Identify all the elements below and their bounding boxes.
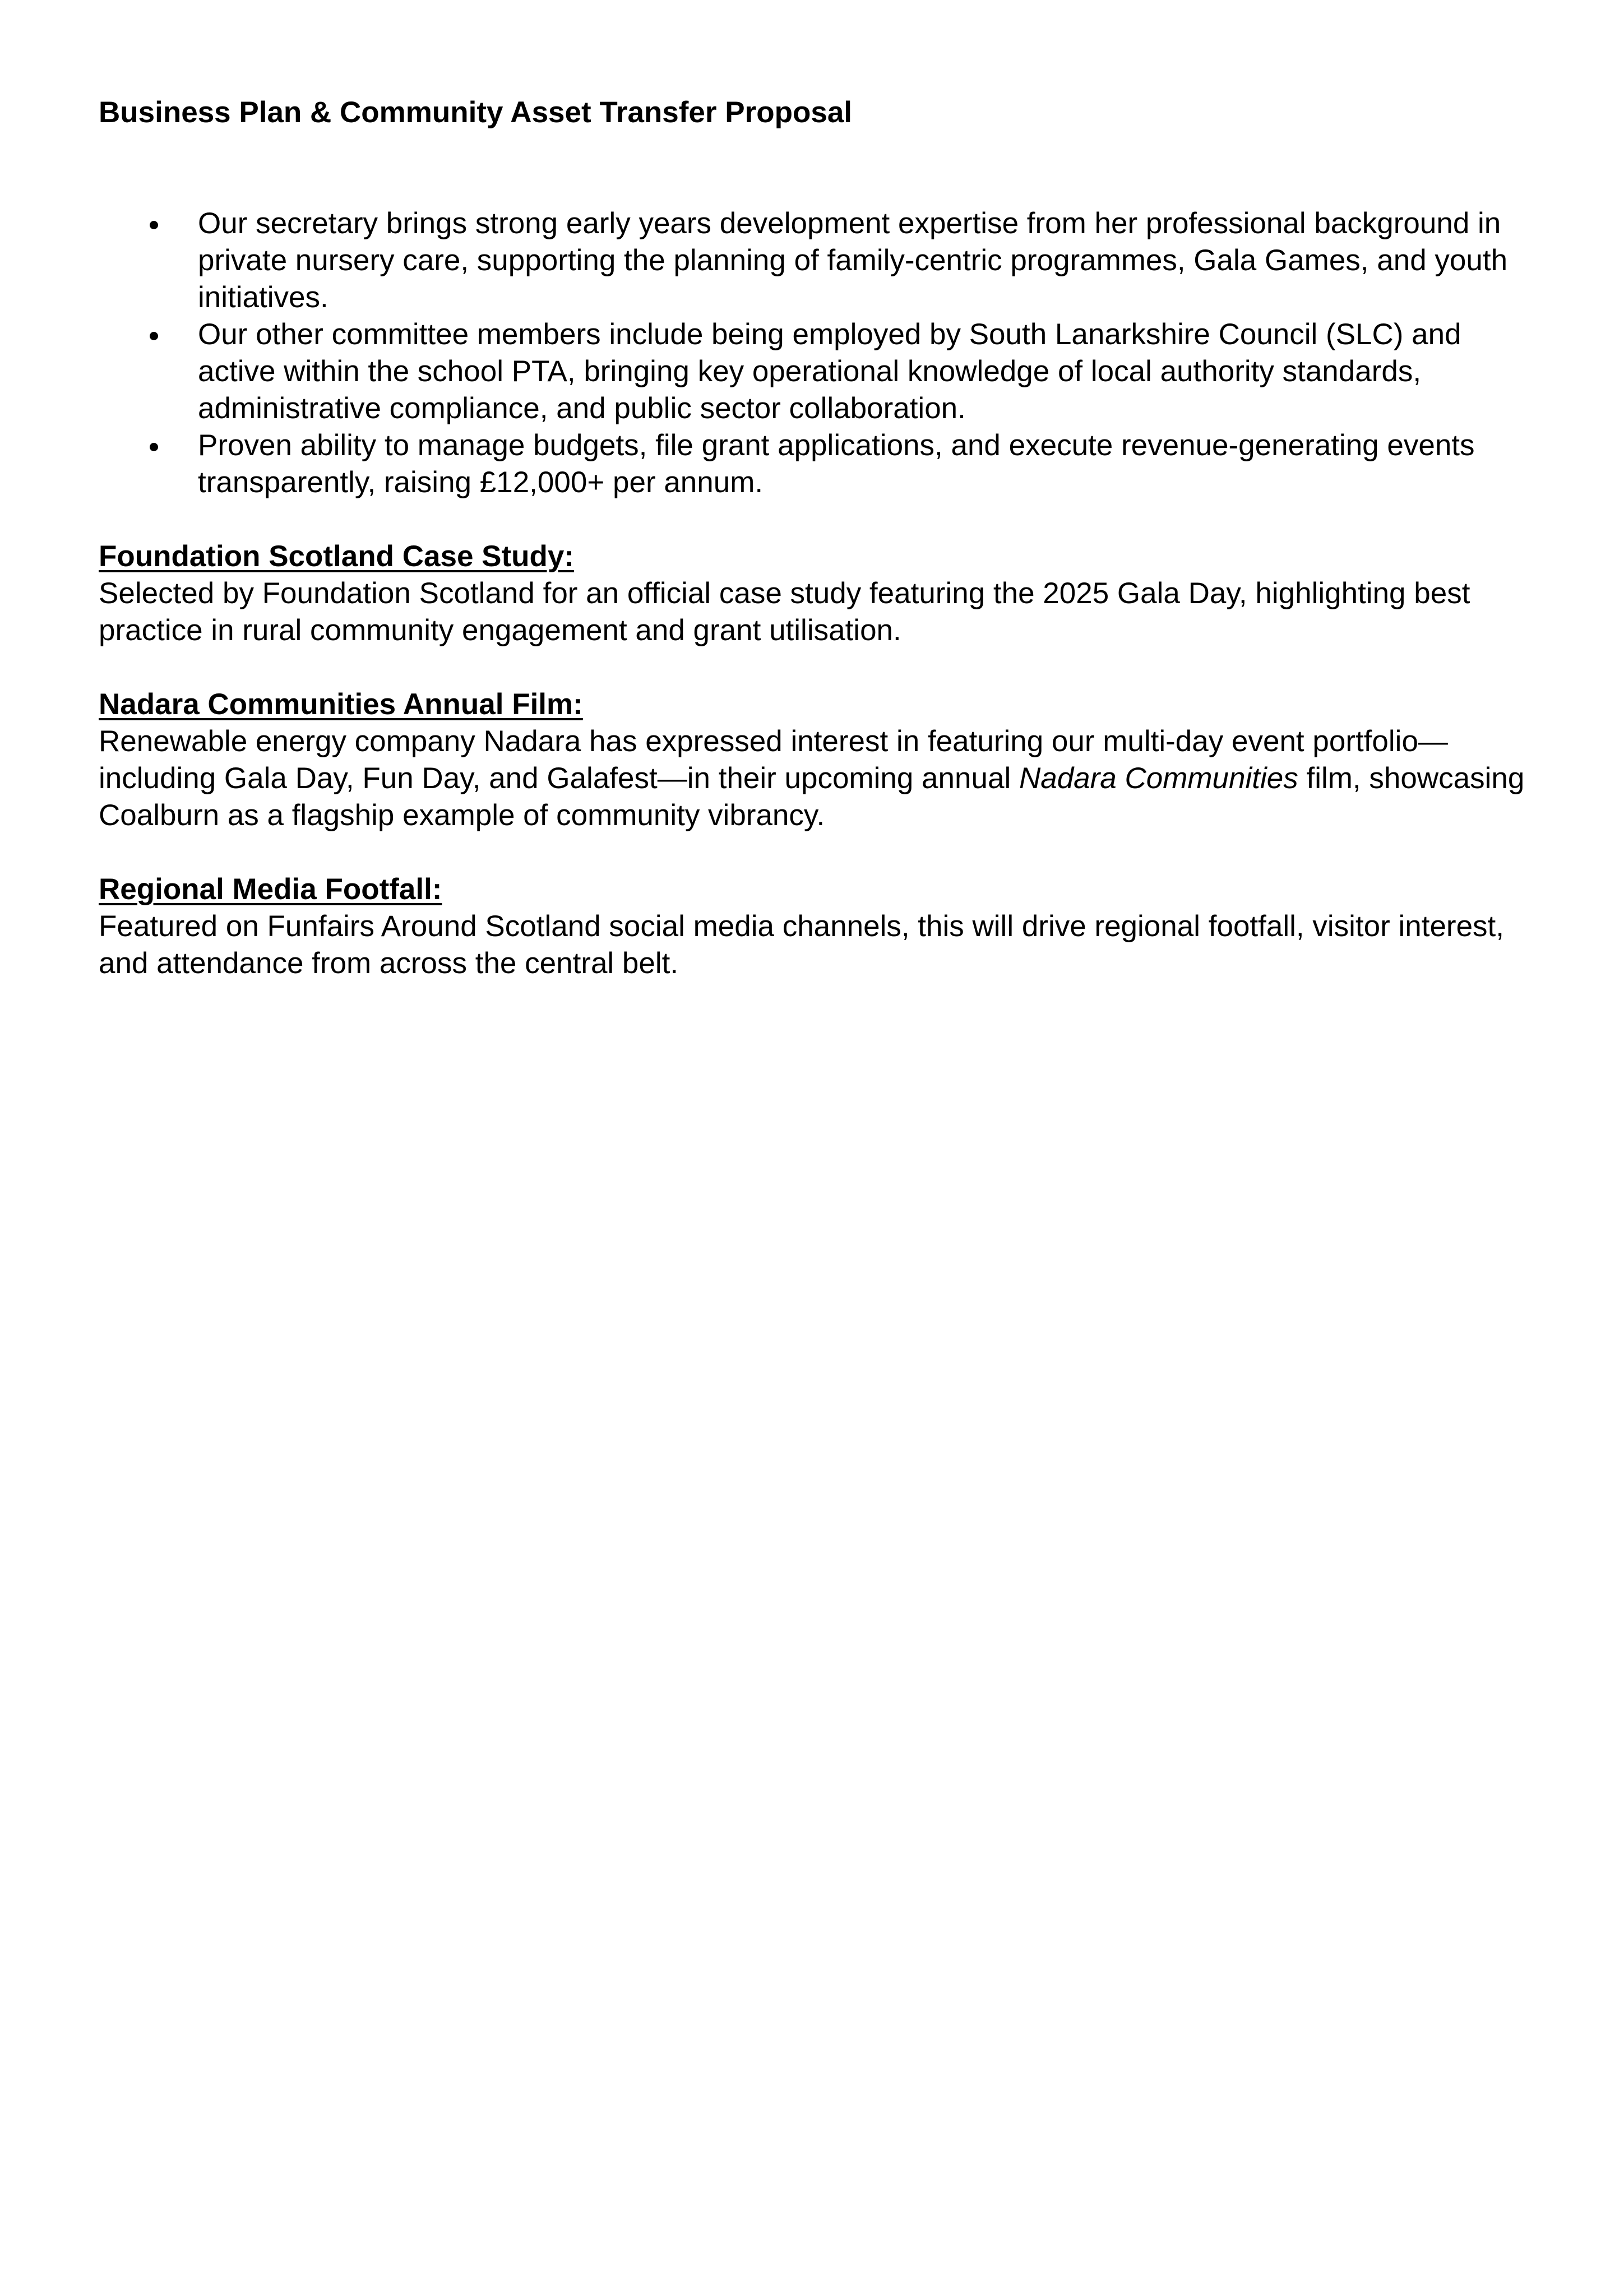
- bullet-list: [99, 205, 1545, 501]
- body-text: film, showcasing Coalburn as a flagship example of community vibrancy.: [99, 762, 1525, 832]
- bullet-text: Our other committee members include being employed by South Lanarkshire Council (SLC) and active within the school PTA, bringing key operational knowledge of local authority standards, administrative compliance, and public sector collaboration.: [198, 318, 1461, 425]
- section-heading: Nadara Communities Annual Film:: [99, 688, 583, 721]
- film-title-italic: Nadara Communities: [1019, 762, 1298, 795]
- section-body: Featured on Funfairs Around Scotland social media channels, this will drive regional footfall, visitor interest, and attendance from across the central belt.: [99, 910, 1504, 980]
- section-nadara-film: [99, 686, 1545, 834]
- section-regional-media: [99, 871, 1545, 982]
- section-foundation-scotland: [99, 538, 1545, 649]
- bullet-text: Our secretary brings strong early years development expertise from her professional background in private nursery care, supporting the planning of family-centric programmes, Gala Games, and youth initiatives.: [198, 207, 1508, 314]
- document-title: Business Plan & Community Asset Transfer Proposal: [99, 96, 853, 129]
- list-item: [99, 427, 1545, 501]
- list-item: [99, 316, 1545, 427]
- section-body: Selected by Foundation Scotland for an official case study featuring the 2025 Gala Day, highlighting best practice in rural community engagement and grant utilisation.: [99, 577, 1470, 647]
- bullet-icon: [150, 221, 158, 229]
- section-body: [99, 723, 1545, 834]
- list-item: [99, 205, 1545, 316]
- body-text: Renewable energy company Nadara has expressed interest in featuring our multi-day event portfolio—including Gala Day, Fun Day, and Galafest—in their upcoming annual: [99, 725, 1448, 795]
- section-heading: Foundation Scotland Case Study:: [99, 540, 575, 573]
- document-content: [99, 94, 1545, 982]
- bullet-icon: [150, 443, 158, 451]
- bullet-text: Proven ability to manage budgets, file grant applications, and execute revenue-generating events transparently, raising £12,000+ per annum.: [198, 429, 1475, 499]
- section-heading: Regional Media Footfall:: [99, 873, 442, 906]
- bullet-icon: [150, 332, 158, 340]
